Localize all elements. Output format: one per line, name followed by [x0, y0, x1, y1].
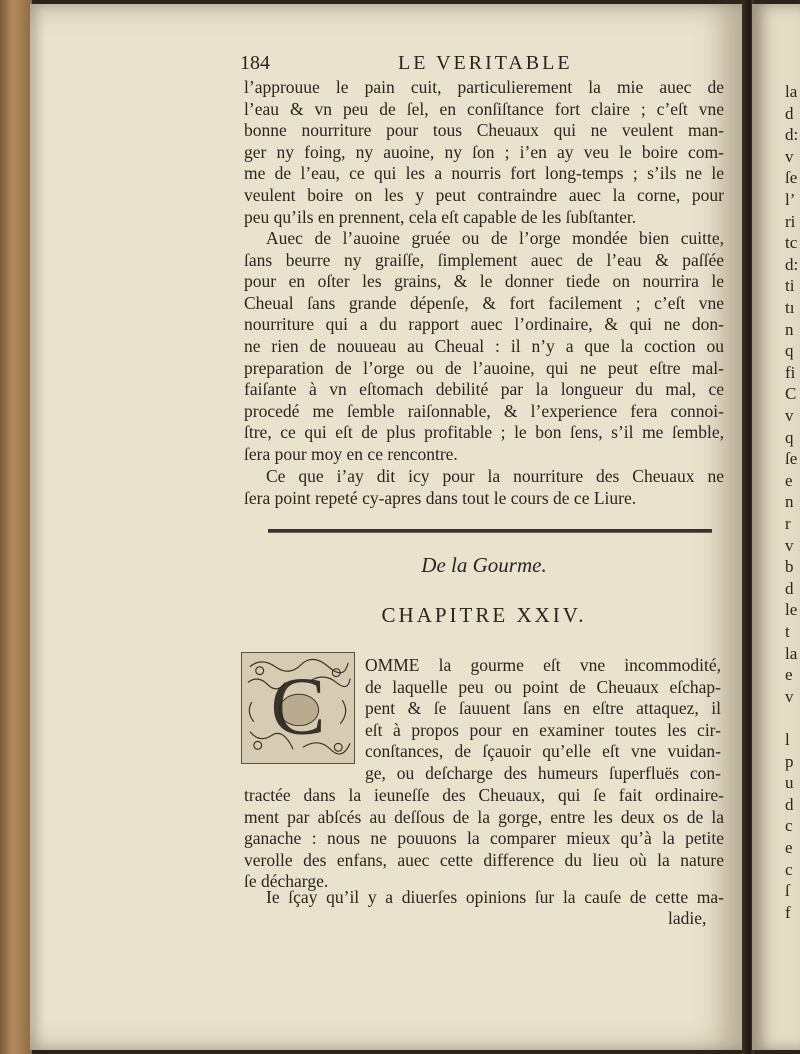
facing-page-fragment: b [785, 557, 794, 577]
facing-page-fragment: c [785, 859, 793, 879]
text-line: ſtre, ce qui eſt de plus profitable ; le bon ſens, s’il me ſemble, [244, 422, 724, 443]
facing-page-fragment: r [785, 514, 791, 533]
text-line: ſera point repeté cy-apres dans tout le cours de ce Liure. [244, 487, 637, 508]
page-header [240, 52, 620, 76]
decorated-initial-c [241, 652, 355, 764]
facing-page-fragment: v [785, 146, 794, 166]
paragraph-2 [244, 228, 724, 466]
facing-page-fragment: u [785, 773, 794, 793]
text-line: ſe décharge. [244, 871, 329, 892]
text-line: pour en oſter les grains, & le donner tiede on nourrira le [244, 271, 724, 292]
text-line: procedé me ſemble raiſonnable, & l’experience fera connoi- [244, 400, 724, 421]
facing-page-fragment: v [785, 406, 794, 425]
paragraph-next [244, 887, 724, 909]
book-edge [0, 0, 32, 1054]
facing-page-fragment: q [785, 427, 794, 447]
facing-page-fragment: e [785, 470, 793, 490]
facing-page-fragment: ſ [785, 881, 790, 901]
running-title: LE VERITABLE [398, 52, 573, 74]
text-line: de laquelle peu ou point de Cheuaux eſchap- [365, 676, 721, 697]
section-rule [268, 529, 712, 533]
facing-page-fragment: c [785, 816, 793, 836]
facing-page-edge [752, 4, 800, 1050]
facing-page-fragment: p [785, 751, 794, 771]
facing-page-fragment: t [785, 622, 790, 641]
svg-text:C: C [270, 659, 326, 752]
facing-page-fragment: tc [785, 233, 798, 253]
text-line: me de l’eau, ce qui les a nourris fort long-temps ; s’ils ne le [244, 163, 724, 184]
facing-page-fragment: ti [785, 276, 795, 296]
ornament-icon [242, 653, 354, 763]
text-line: conſtances, de ſçauoir qu’elle eſt vne vuidan- [365, 741, 721, 762]
text-line: veulent boire on les y peut contraindre auec la corne, pour [244, 184, 724, 205]
chapter-opening-indented [365, 655, 721, 785]
text-line: Ce que i’ay dit icy pour la nourriture des Cheuaux ne [266, 466, 724, 486]
text-line: tractée dans la ieuneſſe des Cheuaux, qui ſe fait ordinaire- [244, 785, 724, 805]
text-line: OMME la gourme eſt vne incommodité, [365, 655, 721, 675]
facing-page-fragment: d [785, 578, 794, 598]
text-line: Cheual ſans grande dépenſe, & fort facilement ; c’eſt vne [244, 292, 724, 313]
text-line: ſans beurre ny graiſſe, ſimplement auec de l’eau & paſſée [244, 249, 724, 270]
text-line: eſt à propos pour en examiner toutes les cir- [365, 719, 721, 740]
paragraph-1 [244, 77, 724, 228]
facing-page-fragment: la [785, 643, 798, 663]
chapter-opening-full [244, 785, 724, 893]
text-line: bonne nourriture pour tous Cheuaux qui ne veulent man- [244, 120, 724, 141]
text-line: pent & ſe ſauuent ſans en eſtre attaquez, il [365, 698, 721, 719]
text-line: peu qu’ils en prennent, cela eſt capable de les ſubſtanter. [244, 206, 637, 227]
facing-page-fragment: e [785, 665, 793, 685]
section-title: De la Gourme. [421, 553, 547, 577]
facing-page-fragment: C [785, 384, 797, 404]
facing-page-fragment: d [785, 794, 794, 814]
facing-page-fragment: le [785, 600, 798, 620]
facing-page-fragment: f [785, 902, 791, 922]
text-line: ment par abſcés au deſſous de la gorge, entre les deux os de la [244, 806, 724, 827]
facing-page-fragment: d [785, 103, 794, 123]
paragraph-3 [244, 466, 724, 509]
text-line: ne rien de nouueau au Cheual : il n’y a que la coction ou [244, 335, 724, 356]
text-line: l’eau & vn peu de ſel, en conſiſtance fort claire ; c’eſt vne [244, 98, 724, 119]
text-line: preparation de l’orge ou de l’auoine, qui ne peut eſtre mal- [244, 357, 724, 378]
facing-page-fragment: tı [785, 298, 795, 317]
page-number: 184 [240, 52, 270, 74]
facing-page-fragment: la [785, 82, 798, 101]
text-line: faiſante à vn eſtomach debilité par la longueur du mal, ce [244, 379, 724, 400]
facing-page-fragment: d: [785, 254, 799, 274]
facing-page-fragment: ſe [785, 449, 798, 469]
facing-page-fragment: fi [785, 362, 796, 382]
catchword: ladie, [668, 908, 707, 928]
chapter-title: CHAPITRE XXIV. [381, 603, 587, 627]
facing-page-fragment: q [785, 341, 794, 361]
text-line: ganache : nous ne pouuons la comparer mieux qu’à la petite [244, 828, 724, 849]
facing-page-fragment: v [785, 686, 794, 706]
facing-page-fragment: v [785, 535, 794, 555]
facing-page-fragment: n [785, 492, 794, 512]
facing-page-fragment: l’ [785, 190, 796, 209]
text-line: Auec de l’auoine gruée ou de l’orge mondée bien cuitte, [266, 228, 724, 248]
facing-page-fragment: l [785, 730, 790, 749]
facing-page-fragment: n [785, 319, 794, 339]
text-line: verolle des enfans, auec cette difference du lieu où la nature [244, 849, 724, 870]
text-line: Ie ſçay qu’il y a diuerſes opinions ſur la cauſe de cette ma- [266, 887, 724, 907]
facing-page-fragment: ſe [785, 168, 798, 188]
facing-page-fragment: d: [785, 125, 799, 145]
text-line: ge, ou deſcharge des humeurs ſuperfluës con- [365, 762, 721, 783]
facing-page-fragment: e [785, 838, 793, 857]
text-line: nourriture qui a du rapport auec l’ordinaire, & qui ne don- [244, 314, 724, 335]
text-line: ſera pour moy en ce rencontre. [244, 443, 458, 464]
text-line: l’approuue le pain cuit, particulierement la mie auec de [244, 77, 724, 97]
facing-page-fragment: ri [785, 211, 796, 231]
text-line: ger ny foing, ny auoine, ny ſon ; i’en ay veu le boire com- [244, 141, 724, 162]
